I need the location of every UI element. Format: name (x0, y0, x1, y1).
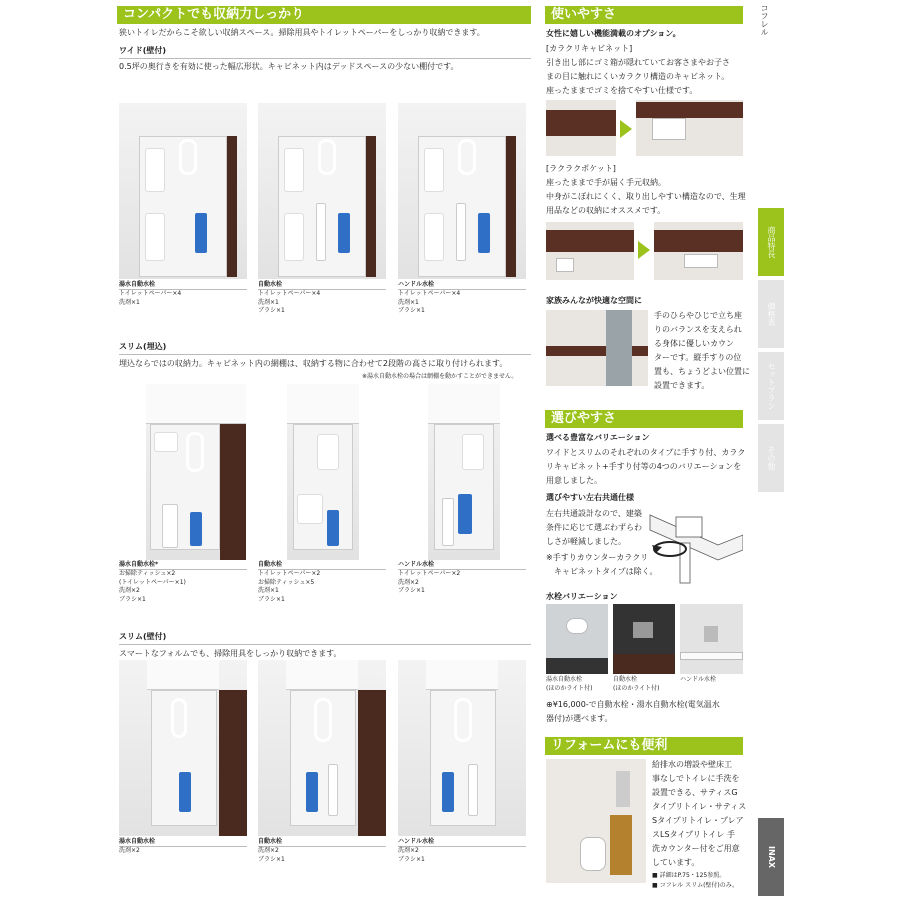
lr-line: 左右共通設計なので、建築 (546, 509, 642, 518)
caption-line: ブラシ×1 (258, 307, 285, 315)
rakuraku-photo-open (654, 222, 743, 280)
lr-line: ※手すりカウンターカラクリ (546, 553, 649, 562)
cabinet-photo (119, 660, 247, 836)
caption-line: トイレットペーパー×4 (398, 290, 461, 298)
caracri-photo-open (636, 100, 743, 156)
reform-line: Sタイプリトイレ・プレア (652, 816, 744, 825)
caption-line: ブラシ×1 (398, 855, 425, 863)
side-tab-set-plan[interactable]: セットプラン (758, 352, 784, 420)
variation-line: ワイドとスリムのそれぞれのタイプに手すり付、カラク (546, 448, 746, 457)
cabinet-photo (146, 384, 246, 560)
faucet-name: 湯水自動水栓* (119, 561, 159, 568)
reform-note: ■ コフレル スリム(壁付)のみ。 (652, 882, 739, 889)
caption-line: ブラシ×1 (398, 587, 425, 595)
caption-line: (トイレットペーパー×1) (119, 578, 186, 586)
caption-line: トイレットペーパー×2 (398, 570, 461, 578)
reform-line: 給排水の増設や壁床工 (652, 760, 732, 769)
variation-title: 選べる豊富なバリエーション (546, 433, 650, 442)
reform-photo (546, 759, 646, 883)
caption-block (119, 561, 247, 604)
caption-line: 洗剤×1 (258, 298, 279, 306)
reform-note: ■ 詳細はP.75・125参照。 (652, 872, 726, 879)
family-line: 設置できます。 (654, 381, 710, 390)
cabinet-photo (287, 384, 359, 560)
faucet-name: 自動水栓 (258, 281, 283, 288)
rakuraku-line: 用品などの収納にオススメです。 (546, 206, 666, 215)
reform-line: スLSタイプリトイレ 手 (652, 830, 735, 839)
faucet-title: 水栓バリエーション (546, 592, 618, 601)
cabinet-photo (398, 103, 526, 279)
slim-wall-title: スリム(壁付) (119, 632, 167, 641)
family-line: 置も、ちょうどよい位置に (654, 367, 750, 376)
caption-block (398, 561, 526, 596)
caracri-photo-closed (546, 100, 616, 156)
caracri-title: [カラクリキャビネット] (546, 44, 633, 53)
divider (119, 58, 531, 59)
lr-line: しさが軽減しました。 (546, 537, 626, 546)
caracri-line: まの目に触れにくいカラクリ構造のキャビネット。 (546, 72, 730, 81)
section-header-choice: 選びやすさ (545, 410, 743, 428)
faucet-sub: (ほのかライト付) (613, 685, 660, 692)
caption-line: ブラシ×1 (258, 595, 285, 603)
faucet-name: ハンドル水栓 (680, 676, 717, 683)
wide-title: ワイド(壁付) (119, 46, 167, 55)
caption-block (258, 281, 386, 316)
faucet-name: 湯水自動水栓 (546, 676, 583, 683)
rakuraku-line: 中身がこぼれにくく、取り出しやすい構造なので、生理 (546, 192, 746, 201)
caption-line: 洗剤×1 (398, 298, 419, 306)
caption-line: 洗剤×2 (119, 847, 140, 855)
caption-line: 洗剤×1 (119, 298, 140, 306)
arrow-right-icon (638, 241, 650, 259)
price-line: ⊕¥16,000-で自動水栓・湯水自動水栓(電気温水 (546, 700, 720, 709)
intro-text: 狭いトイレだからこそ欲しい収納スペース。掃除用具やトイレットペーパーをしっかり収納できます。 (119, 28, 485, 37)
family-line: ターです。縦手すりの位 (654, 353, 742, 362)
caption-line: お掃除ティッシュ×5 (258, 578, 315, 586)
faucet-name: 自動水栓 (258, 838, 283, 845)
reform-line: 設置できる、サティスG (652, 788, 738, 797)
side-tab-features[interactable]: 商品特長 (758, 208, 784, 276)
family-line: りのバランスを支えられ (654, 325, 742, 334)
caption-block (398, 838, 526, 864)
caption-line: ブラシ×1 (258, 855, 285, 863)
side-tab-price[interactable]: 価格表 (758, 280, 784, 348)
caption-line: 洗剤×1 (258, 587, 279, 595)
arrow-right-icon (620, 120, 632, 138)
faucet-name: ハンドル水栓 (398, 281, 435, 288)
divider (119, 644, 531, 645)
lr-title: 選びやすい左右共通仕様 (546, 493, 634, 502)
cabinet-photo (119, 103, 247, 279)
reform-line: タイプリトイレ・サティス (652, 802, 747, 811)
rakuraku-title: [ラクラクポケット] (546, 164, 616, 173)
section-header-compact: コンパクトでも収納力しっかり (117, 6, 531, 24)
slim-built-desc: 埋込ならではの収納力。キャビネット内の網棚は、収納する物に合わせて2段階の高さに取り付けられます。 (119, 359, 508, 368)
rakuraku-line: 座ったままで手が届く手元収納。 (546, 178, 666, 187)
rakuraku-photo-closed (546, 222, 634, 280)
wide-desc: 0.5坪の奥行きを有効に使った幅広形状。キャビネット内はデッドスペースの少ない棚付です。 (119, 62, 459, 71)
variation-line: リキャビネット+手すり付等の4つのバリエーションを (546, 462, 742, 471)
caption-line: トイレットペーパー×4 (258, 290, 321, 298)
caption-block (119, 281, 247, 307)
caption-line: 洗剤×2 (398, 578, 419, 586)
price-line: 器付)が選べます。 (546, 714, 613, 723)
cabinet-photo (398, 660, 526, 836)
faucet-photo (680, 604, 743, 674)
faucet-name: ハンドル水栓 (398, 838, 435, 845)
divider (119, 354, 531, 355)
family-title: 家族みんなが快適な空間に (546, 296, 642, 305)
cabinet-photo (428, 384, 500, 560)
caption-block (258, 561, 386, 604)
faucet-name: 湯水自動水栓 (119, 838, 156, 845)
cabinet-photo (258, 103, 386, 279)
slim-built-note: ※湯水自動水栓の場合は網棚を動かすことができません。 (362, 373, 518, 380)
faucet-photo (613, 604, 675, 674)
caracri-line: 座ったままでゴミを捨てやすい仕様です。 (546, 86, 698, 95)
caption-block (119, 838, 247, 856)
faucet-photo (546, 604, 608, 674)
slim-built-title: スリム(埋込) (119, 342, 167, 351)
faucet-name: 自動水栓 (613, 676, 638, 683)
reform-line: 洗カウンター付をご用意 (652, 844, 740, 853)
side-tab-other[interactable]: その他 (758, 424, 784, 492)
lr-line: キャビネットタイプは除く。 (546, 567, 658, 576)
faucet-name: ハンドル水栓 (398, 561, 435, 568)
inax-logo: INAX (758, 818, 784, 896)
caption-block (258, 838, 386, 864)
reform-line: しています。 (652, 858, 700, 867)
section-header-reform: リフォームにも便利 (545, 737, 743, 755)
faucet-name: 湯水自動水栓 (119, 281, 156, 288)
caption-line: ブラシ×1 (398, 307, 425, 315)
variation-line: 用意しました。 (546, 476, 602, 485)
faucet-sub: (ほのかライト付) (546, 685, 593, 692)
lr-line: 条件に応じて選ぶわずらわ (546, 523, 642, 532)
family-line: る身体に優しいカウン (654, 339, 734, 348)
usability-lead: 女性に嬉しい機能満載のオプション。 (546, 29, 681, 38)
lr-diagram (648, 505, 743, 585)
section-header-usability: 使いやすさ (545, 6, 743, 24)
caption-line: ブラシ×1 (119, 595, 146, 603)
side-brand: コフレル (760, 4, 769, 36)
caption-line: お掃除ティッシュ×2 (119, 570, 176, 578)
caracri-line: 引き出し部にゴミ箱が隠れていてお客さまやお子さ (546, 58, 730, 67)
faucet-name: 自動水栓 (258, 561, 283, 568)
family-line: 手のひらやひじで立ち座 (654, 311, 742, 320)
caption-block (398, 281, 526, 316)
caption-line: トイレットペーパー×2 (258, 570, 321, 578)
caption-line: 洗剤×2 (398, 847, 419, 855)
reform-line: 事なしでトイレに手洗を (652, 774, 740, 783)
caption-line: 洗剤×2 (119, 587, 140, 595)
cabinet-photo (258, 660, 386, 836)
family-photo (546, 310, 648, 386)
caption-line: トイレットペーパー×4 (119, 290, 182, 298)
caption-line: 洗剤×2 (258, 847, 279, 855)
slim-wall-desc: スマートなフォルムでも、掃除用具をしっかり収納できます。 (119, 649, 342, 658)
